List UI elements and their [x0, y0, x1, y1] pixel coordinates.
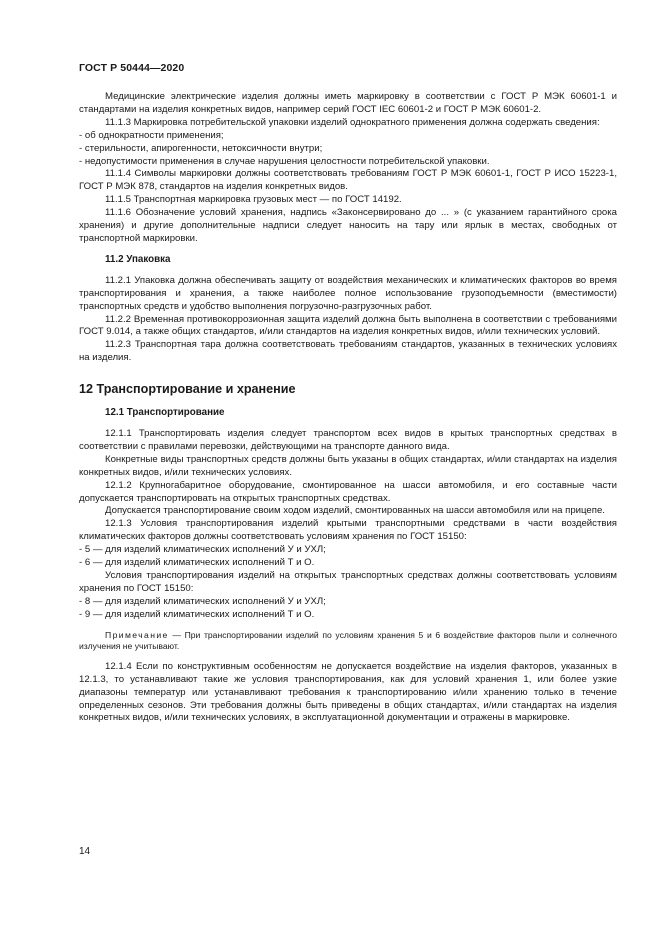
paragraph: 11.1.3 Маркировка потребительской упаковки изделий однократного применения должна содержать сведения: — [105, 116, 600, 128]
section-heading-11-2: 11.2 Упаковка — [105, 253, 171, 265]
document-header: ГОСТ Р 50444—2020 — [79, 62, 185, 74]
paragraph: 11.2.3 Транспортная тара должна соответствовать требованиям стандартов, указанных в технических условиях на изделия. — [79, 339, 617, 364]
note — [79, 630, 617, 653]
paragraph: 11.1.5 Транспортная маркировка грузовых мест — по ГОСТ 14192. — [105, 194, 402, 206]
note-text: — При транспортировании изделий по условиям хранения 5 и 6 воздействие факторов пыли и солнечного излучения не учитывают. — [79, 629, 617, 652]
paragraph: Допускается транспортирование своим ходом изделий, смонтированных на шасси автомобиля или на прицепе. — [105, 505, 605, 517]
paragraph: 12.1.3 Условия транспортирования изделий крытыми транспортными средствами в части воздействия климатических факторов должны соответствовать условиям хранения по ГОСТ 15150: — [79, 518, 617, 543]
paragraph: 11.2.2 Временная противокоррозионная защита изделий должна быть выполнена в соответствии с требованиями ГОСТ 9.014, а также общих стандартов, и/или стандартов на изделия конкретных видов, и/или технических условий. — [79, 313, 617, 338]
list-item: - недопустимости применения в случае нарушения целостности потребительской упаковки. — [79, 155, 490, 167]
paragraph: Конкретные виды транспортных средств должны быть указаны в общих стандартах, и/или стандартах на изделия конкретных видов, и/или технических условиях. — [79, 453, 617, 478]
note-label: Примечание — [105, 629, 169, 640]
list-item: - 6 — для изделий климатических исполнений Т и О. — [79, 557, 315, 569]
paragraph: 12.1.2 Крупногабаритное оборудование, смонтированное на шасси автомобиля, и его составные части допускается транспортировать на открытых транспортных средствах. — [79, 479, 617, 504]
paragraph: Медицинские электрические изделия должны иметь маркировку в соответствии с ГОСТ Р МЭК 60601-1 и стандартами на изделия конкретных видов, например серий ГОСТ IEC 60601-2 и ГОСТ Р МЭК 60601-2. — [79, 91, 617, 115]
section-heading-12-1: 12.1 Транспортирование — [105, 407, 225, 419]
page-number: 14 — [79, 846, 91, 857]
list-item: - 5 — для изделий климатических исполнений У и УХЛ; — [79, 544, 326, 556]
document-body — [79, 91, 617, 725]
list-item: - 9 — для изделий климатических исполнений Т и О. — [79, 608, 315, 620]
paragraph: 11.1.6 Обозначение условий хранения, надпись «Законсервировано до ... » (с указанием гарантийного срока хранения) и другие дополнительные надписи следует наносить на тару или ярлык в местах, свободных от транспортной маркировки. — [79, 207, 617, 244]
paragraph: 12.1.1 Транспортировать изделия следует транспортом всех видов в крытых транспортных средствах в соответствии с правилами перевозки, действующими на транспорте данного вида. — [79, 428, 617, 452]
paragraph: 11.1.4 Символы маркировки должны соответствовать требованиям ГОСТ Р МЭК 60601-1, ГОСТ Р ИСО 15223-1, ГОСТ Р МЭК 878, стандартов на изделия конкретных видов. — [79, 168, 617, 193]
list-item: - стерильности, апирогенности, нетоксичности внутри; — [79, 142, 323, 154]
list-item: - 8 — для изделий климатических исполнений У и УХЛ; — [79, 595, 326, 607]
paragraph: 11.2.1 Упаковка должна обеспечивать защиту от воздействия механических и климатических факторов во время транспортирования и хранения, а также наиболее полное использование грузоподъемности (вместимости) транспортных средств и удобство выполнения погрузочно-разгрузочных работ. — [79, 274, 617, 312]
paragraph: Условия транспортирования изделий на открытых транспортных средствах должны соответствовать условиям хранения по ГОСТ 15150: — [79, 570, 617, 594]
paragraph: 12.1.4 Если по конструктивным особенностям не допускается воздействие на изделия факторов, указанных в 12.1.3, то устанавливают такие же условия транспортирования, как для условий хранения 1, или более узкие диапазоны температур или устанавливают требования к транспортированию и/или хранению только в течение определенных сезонов. Эти требования должны быть приведены в общих стандартах, и/или стандартах на изделия конкретных видов, и/или технических условиях, в эксплуатационной документации и отражены в маркировке. — [79, 660, 617, 724]
section-heading-12: 12 Транспортирование и хранение — [79, 382, 296, 397]
list-item: - об однократности применения; — [79, 129, 224, 141]
